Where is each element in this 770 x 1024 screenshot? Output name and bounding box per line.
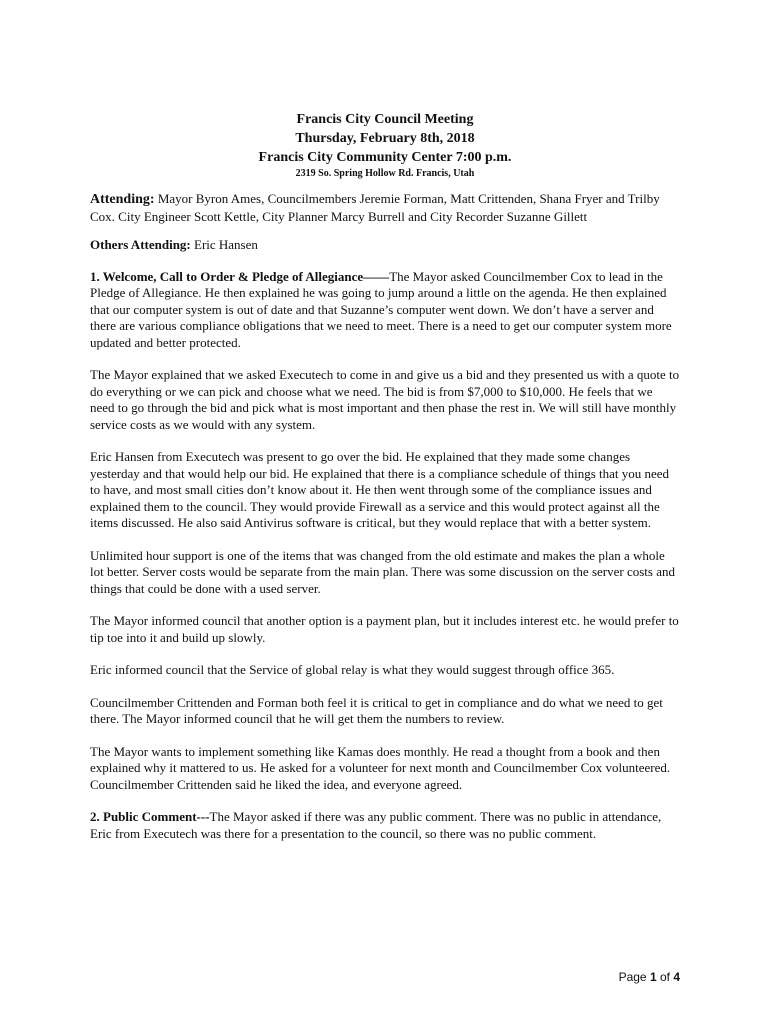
page-word: Page xyxy=(618,970,650,984)
section-2-heading: 2. Public Comment--- xyxy=(90,809,210,824)
attending-paragraph xyxy=(90,191,680,225)
section-1-paragraph: The Mayor explained that we asked Executech to come in and give us a bid and they presented us with a quote to do everything or we can pick and choose what we need. The bid is from $7,000 to $10,000. He feels that we need to go through the bid and pick what is most important and then phase the rest in. We will still have monthly service costs as we would with any system. xyxy=(90,367,680,432)
section-1-intro-text: The Mayor asked Councilmember Cox to lead in the Pledge of Allegiance. He then explained he was going to jump around a little on the agenda. He then explained that our computer system is out of date and that Suzanne’s computer went down. We don’t have a server and there are various compliance obligations that we need to meet. There is a need to get our computer system more updated and better protected. xyxy=(90,268,672,350)
section-1-paragraph: Eric Hansen from Executech was present to go over the bid. He explained that they made some changes yesterday and that would help our bid. He explained that there is a compliance schedule of things that you need to have, and most small cities don’t know about it. He then went through some of the compliance issues and explained them to the council. They would provide Firewall as a service and this would protect against all the items discussed. He also said Antivirus software is critical, but they would replace that with a better system. xyxy=(90,449,670,530)
document-body xyxy=(90,191,680,858)
document-header xyxy=(0,110,770,181)
section-1-paragraph: Unlimited hour support is one of the items that was changed from the old estimate and makes the plan a whole lot better. Server costs would be separate from the main plan. There was some discussion on the server costs and things that could be done with a used server. xyxy=(90,547,675,596)
page-number xyxy=(619,970,680,984)
attending-text: Mayor Byron Ames, Councilmembers Jeremie Forman, Matt Crittenden, Shana Fryer and Trilby Cox. City Engineer Scott Kettle, City Planner Marcy Burrell and City Recorder Suzanne Gillett xyxy=(90,191,660,224)
meeting-title: Francis City Council Meeting xyxy=(296,112,474,127)
section-1-intro-paragraph xyxy=(90,269,680,352)
section-2-text: The Mayor asked if there was any public comment. There was no public in attendance, Eric from Executech was there for a presentation to the council, so there was no public comment. xyxy=(90,809,662,841)
meeting-venue: Francis City Community Center 7:00 p.m. xyxy=(258,150,512,165)
section-1-paragraph: Councilmember Crittenden and Forman both feel it is critical to get in compliance and do what we need to get there. The Mayor informed council that he will get them the numbers to review. xyxy=(90,694,663,726)
page-total: 4 xyxy=(673,970,680,984)
page-of: of xyxy=(656,970,674,984)
meeting-address: 2319 So. Spring Hollow Rd. Francis, Utah xyxy=(295,168,475,179)
section-1-heading: 1. Welcome, Call to Order & Pledge of Allegiance—— xyxy=(90,268,390,284)
section-1-paragraph: The Mayor informed council that another option is a payment plan, but it includes interest etc. he would prefer to tip toe into it and build up slowly. xyxy=(90,613,679,645)
section-1-paragraph: The Mayor wants to implement something like Kamas does monthly. He read a thought from a book and then explained why it mattered to us. He asked for a volunteer for next month and Councilmember Cox volunteered. Councilmember Crittenden said he liked the idea, and everyone agreed. xyxy=(90,743,671,792)
section-2-paragraph xyxy=(90,809,680,842)
others-attending-text: Eric Hansen xyxy=(190,237,258,252)
page-current: 1 xyxy=(649,970,657,984)
others-attending-paragraph xyxy=(90,237,680,254)
section-1-paragraph: Eric informed council that the Service of global relay is what they would suggest through office 365. xyxy=(90,662,615,677)
meeting-date: Thursday, February 8th, 2018 xyxy=(295,131,475,146)
others-attending-label: Others Attending: xyxy=(90,237,191,252)
attending-label: Attending: xyxy=(90,192,155,207)
